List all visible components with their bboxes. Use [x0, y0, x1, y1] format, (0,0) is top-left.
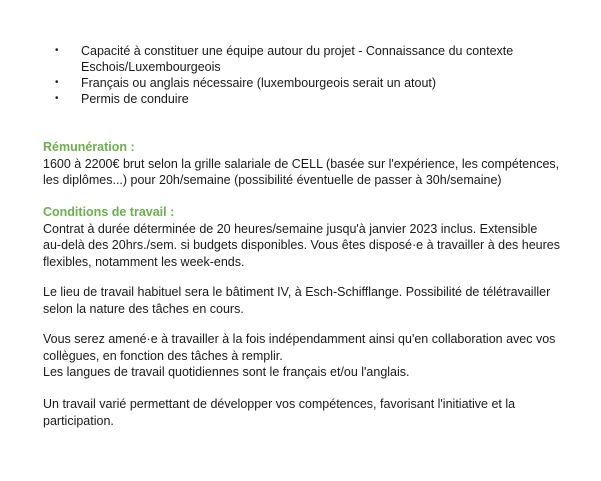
list-item-line: Français ou anglais nécessaire (luxembourgeois serait un atout) — [81, 76, 437, 90]
list-item-line: Capacité à constituer une équipe autour du projet - Connaissance du contexte — [81, 44, 514, 58]
bullet-icon: • — [55, 45, 59, 56]
workplace-line: selon la nature des tâches en cours. — [43, 301, 244, 316]
list-item-line: Permis de conduire — [81, 92, 189, 106]
conditions-line: au-delà des 20hrs./sem. si budgets disponibles. Vous êtes disposé·e à travailler à des heures — [43, 238, 560, 252]
benefits-line: participation. — [43, 413, 114, 428]
collaboration-line: Les langues de travail quotidiennes sont le français et/ou l'anglais. — [43, 365, 410, 379]
remuneration-line: les diplômes...) pour 20h/semaine (possibilité éventuelle de passer à 30h/semaine) — [43, 173, 502, 187]
collaboration-section — [43, 331, 563, 381]
requirements-list — [0, 43, 601, 107]
benefits-line: Un travail varié permettant de développer vos compétences, favorisant l'initiative et la — [43, 397, 516, 411]
remuneration-heading: Rémunération : — [43, 140, 135, 154]
list-item-line: Eschois/Luxembourgeois — [81, 60, 221, 74]
conditions-heading: Conditions de travail : — [43, 205, 175, 219]
list-item — [0, 75, 601, 91]
list-item — [0, 43, 601, 75]
remuneration-section — [43, 139, 563, 189]
collaboration-line: Vous serez amené·e à travailler à la fois indépendamment ainsi qu'en collaboration avec vos — [43, 332, 556, 346]
workplace-section — [43, 284, 563, 317]
bullet-icon: • — [55, 93, 59, 104]
workplace-line: Le lieu de travail habituel sera le bâtiment IV, à Esch-Schifflange. Possibilité de télétravailler — [43, 285, 551, 299]
conditions-section — [43, 204, 563, 270]
remuneration-line: 1600 à 2200€ brut selon la grille salariale de CELL (basée sur l'expérience, les compétences, — [43, 156, 560, 171]
conditions-line: flexibles, notamment les week-ends. — [43, 254, 245, 269]
collaboration-line: collègues, en fonction des tâches à remplir. — [43, 348, 283, 363]
conditions-line: Contrat à durée déterminée de 20 heures/semaine jusqu'à janvier 2023 inclus. Extensible — [43, 221, 538, 236]
benefits-section — [43, 396, 563, 429]
list-item — [0, 91, 601, 107]
bullet-icon: • — [55, 77, 59, 88]
